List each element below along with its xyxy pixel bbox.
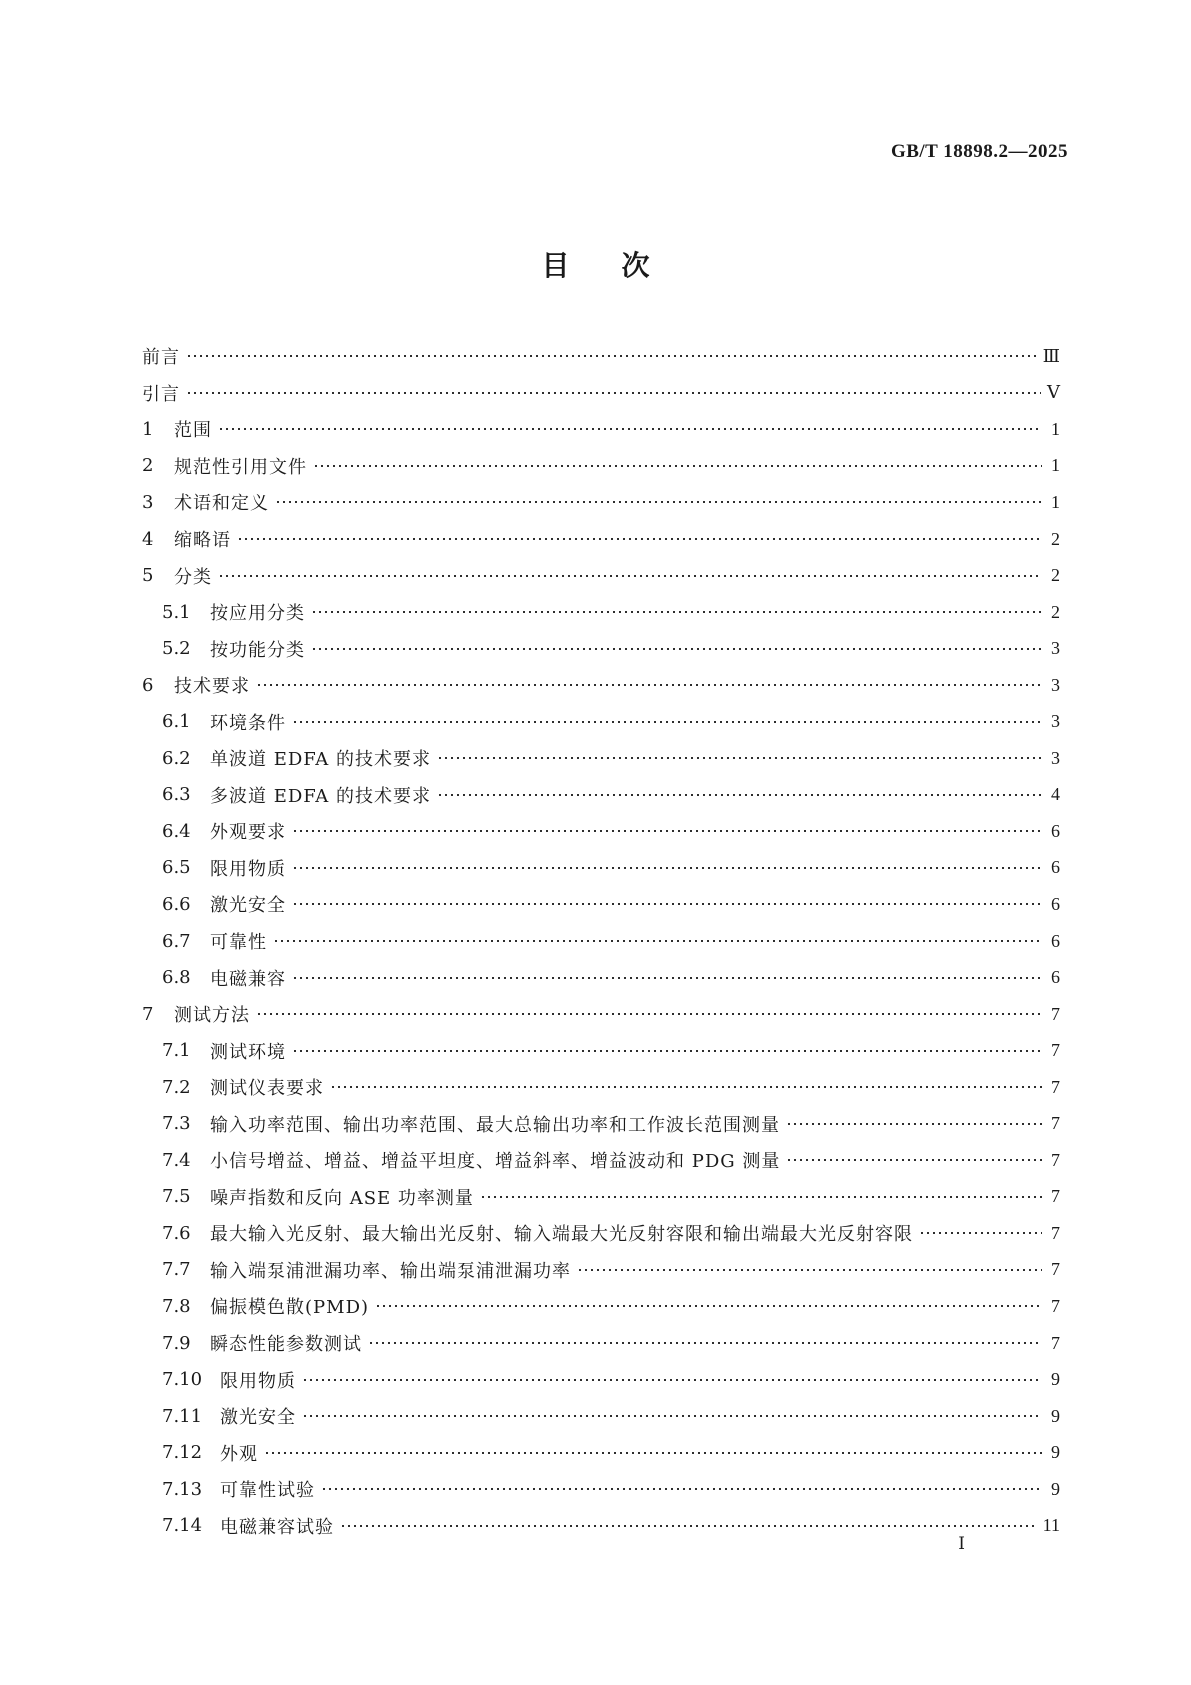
dot-leader [292, 829, 1042, 833]
toc-entry-page: 2 [1051, 565, 1060, 586]
dot-leader [292, 866, 1042, 870]
toc-entry-number: 5 [142, 565, 154, 587]
toc-entry-page: 7 [1051, 1113, 1060, 1134]
toc-entry[interactable] [142, 813, 1060, 850]
toc-entry-number: 3 [142, 491, 154, 513]
toc-entry-number: 6.1 [162, 711, 191, 733]
toc-entry-label: 输入端泵浦泄漏功率、输出端泵浦泄漏功率 [210, 1260, 571, 1282]
toc-entry[interactable] [142, 1215, 1060, 1252]
toc-entry-number: 5.2 [162, 638, 191, 660]
toc-entry-number: 7.1 [162, 1040, 191, 1062]
toc-entry-page: 9 [1051, 1478, 1060, 1499]
toc-entry-page: 9 [1051, 1369, 1060, 1390]
toc-entry-page: 7 [1051, 1222, 1060, 1243]
toc-entry-number: 7.8 [162, 1295, 191, 1317]
toc-entry-label: 瞬态性能参数测试 [210, 1334, 362, 1356]
toc-entry-label: 限用物质 [210, 858, 286, 880]
toc-entry-label: 测试仪表要求 [210, 1078, 324, 1100]
toc-entry-label: 输入功率范围、输出功率范围、最大总输出功率和工作波长范围测量 [210, 1114, 780, 1136]
toc-entry-label: 多波道 EDFA 的技术要求 [210, 785, 431, 807]
toc-entry-label: 小信号增益、增益、增益平坦度、增益斜率、增益波动和 PDG 测量 [210, 1151, 781, 1173]
toc-entry-page: Ⅴ [1047, 382, 1060, 403]
toc-entry-page: 7 [1051, 1332, 1060, 1353]
toc-entry-label: 范围 [174, 420, 212, 442]
toc-entry[interactable] [142, 1361, 1060, 1398]
toc-entry-page: 1 [1051, 418, 1060, 439]
toc-entry[interactable] [142, 375, 1060, 412]
dot-leader [311, 610, 1042, 614]
dot-leader [321, 1487, 1042, 1491]
dot-leader [313, 464, 1042, 468]
toc-entry-label: 技术要求 [174, 676, 250, 698]
dot-leader [368, 1341, 1042, 1345]
toc-entry-number: 7.14 [162, 1515, 203, 1537]
toc-entry-label: 激光安全 [210, 895, 286, 917]
toc-entry-label: 按功能分类 [210, 639, 305, 661]
toc-entry-label: 可靠性 [210, 932, 267, 954]
toc-entry[interactable] [142, 448, 1060, 485]
toc-entry-number: 7.10 [162, 1369, 203, 1391]
toc-entry[interactable] [142, 1252, 1060, 1289]
toc-entry-page: 6 [1051, 967, 1060, 988]
toc-entry-number: 4 [142, 528, 154, 550]
dot-leader [292, 976, 1042, 980]
toc-entry-label: 外观 [220, 1443, 258, 1465]
dot-leader [340, 1524, 1037, 1528]
toc-entry-number: 2 [142, 455, 154, 477]
toc-entry-page: 9 [1051, 1442, 1060, 1463]
toc-entry-label: 按应用分类 [210, 603, 305, 625]
toc-entry[interactable] [142, 777, 1060, 814]
toc-entry-number: 7 [142, 1003, 154, 1025]
toc-entry-label: 前言 [142, 347, 180, 369]
toc-entry-number: 7.13 [162, 1478, 203, 1500]
toc-entry-label: 分类 [174, 566, 212, 588]
toc-entry[interactable] [142, 850, 1060, 887]
document-code: GB/T 18898.2—2025 [890, 141, 1068, 162]
toc-entry-page: 6 [1051, 820, 1060, 841]
toc-entry-number: 7.12 [162, 1442, 203, 1464]
toc-entry[interactable] [142, 411, 1060, 448]
toc-entry-page: 3 [1051, 747, 1060, 768]
toc-entry-number: 6.6 [162, 893, 191, 915]
dot-leader [311, 647, 1042, 651]
toc-entry-number: 6 [142, 674, 154, 696]
toc-entry-page: 4 [1051, 784, 1060, 805]
toc-entry[interactable] [142, 521, 1060, 558]
toc-entry[interactable] [142, 740, 1060, 777]
toc-entry-page: Ⅲ [1042, 345, 1060, 366]
toc-entry-page: 7 [1051, 1003, 1060, 1024]
dot-leader [786, 1122, 1042, 1126]
toc-entry-page: 7 [1051, 1295, 1060, 1316]
toc-entry-number: 7.6 [162, 1222, 191, 1244]
toc-entry-number: 6.2 [162, 747, 191, 769]
toc-entry-page: 3 [1051, 711, 1060, 732]
toc-entry-number: 6.3 [162, 784, 191, 806]
toc-entry-page: 7 [1051, 1259, 1060, 1280]
toc-entry[interactable] [142, 1434, 1060, 1471]
toc-entry[interactable] [142, 1508, 1060, 1545]
toc-entry-page: 6 [1051, 930, 1060, 951]
toc-entry-label: 引言 [142, 383, 180, 405]
toc-entry-label: 测试方法 [174, 1005, 250, 1027]
toc-entry-number: 6.4 [162, 820, 191, 842]
table-of-contents [142, 338, 1060, 1544]
dot-leader [375, 1304, 1042, 1308]
page-number: Ⅰ [958, 1534, 965, 1553]
toc-entry-label: 测试环境 [210, 1041, 286, 1063]
toc-entry[interactable] [142, 1325, 1060, 1362]
toc-entry-page: 2 [1051, 601, 1060, 622]
toc-entry-number: 1 [142, 418, 154, 440]
toc-entry-page: 9 [1051, 1405, 1060, 1426]
dot-leader [292, 902, 1042, 906]
toc-entry-number: 5.1 [162, 601, 191, 623]
toc-entry-number: 6.5 [162, 857, 191, 879]
toc-entry-page: 7 [1051, 1040, 1060, 1061]
toc-entry-number: 7.2 [162, 1076, 191, 1098]
toc-entry-label: 限用物质 [220, 1370, 296, 1392]
toc-entry-label: 外观要求 [210, 822, 286, 844]
toc-entry[interactable] [142, 338, 1060, 375]
toc-entry[interactable] [142, 1142, 1060, 1179]
toc-entry[interactable] [142, 594, 1060, 631]
toc-entry[interactable] [142, 630, 1060, 667]
toc-entry-page: 7 [1051, 1149, 1060, 1170]
toc-entry[interactable] [142, 484, 1060, 521]
toc-entry[interactable] [142, 959, 1060, 996]
toc-entry[interactable] [142, 923, 1060, 960]
dot-leader [237, 537, 1042, 541]
dot-leader [302, 1378, 1042, 1382]
dot-leader [330, 1085, 1042, 1089]
toc-entry-label: 可靠性试验 [220, 1480, 315, 1502]
dot-leader [186, 391, 1041, 395]
toc-entry-page: 7 [1051, 1186, 1060, 1207]
dot-leader [292, 1049, 1042, 1053]
toc-entry-label: 电磁兼容 [210, 968, 286, 990]
toc-entry-number: 7.7 [162, 1259, 191, 1281]
dot-leader [264, 1451, 1042, 1455]
toc-entry-page: 2 [1051, 528, 1060, 549]
toc-entry[interactable] [142, 557, 1060, 594]
dot-leader [302, 1414, 1042, 1418]
dot-leader [292, 720, 1042, 724]
toc-entry-number: 7.11 [162, 1405, 203, 1427]
dot-leader [577, 1268, 1042, 1272]
toc-entry-label: 最大输入光反射、最大输出光反射、输入端最大光反射容限和输出端最大光反射容限 [210, 1224, 913, 1246]
dot-leader [273, 939, 1042, 943]
toc-entry-number: 7.4 [162, 1149, 191, 1171]
toc-entry-page: 3 [1051, 638, 1060, 659]
toc-entry-label: 环境条件 [210, 712, 286, 734]
toc-entry-number: 7.5 [162, 1186, 191, 1208]
toc-entry[interactable] [142, 703, 1060, 740]
dot-leader [186, 354, 1037, 358]
toc-entry[interactable] [142, 1471, 1060, 1508]
toc-entry[interactable] [142, 886, 1060, 923]
toc-entry[interactable] [142, 1032, 1060, 1069]
dot-leader [480, 1195, 1042, 1199]
toc-entry-number: 6.7 [162, 930, 191, 952]
toc-entry-page: 1 [1051, 491, 1060, 512]
toc-entry-label: 噪声指数和反向 ASE 功率测量 [210, 1187, 474, 1209]
dot-leader [218, 427, 1042, 431]
toc-entry[interactable] [142, 996, 1060, 1033]
toc-entry-page: 7 [1051, 1076, 1060, 1097]
toc-entry-label: 单波道 EDFA 的技术要求 [210, 749, 431, 771]
dot-leader [275, 500, 1042, 504]
dot-leader [256, 1012, 1042, 1016]
toc-entry-number: 7.3 [162, 1113, 191, 1135]
toc-entry-label: 缩略语 [174, 530, 231, 551]
toc-entry-number: 7.9 [162, 1332, 191, 1354]
toc-entry-page: 3 [1051, 674, 1060, 695]
toc-entry[interactable] [142, 1288, 1060, 1325]
toc-entry-page: 1 [1051, 455, 1060, 476]
dot-leader [256, 683, 1042, 687]
toc-entry-label: 规范性引用文件 [174, 456, 307, 478]
toc-entry-page: 6 [1051, 893, 1060, 914]
toc-entry[interactable] [142, 667, 1060, 704]
toc-entry[interactable] [142, 1069, 1060, 1106]
toc-entry-page: 6 [1051, 857, 1060, 878]
toc-entry[interactable] [142, 1398, 1060, 1435]
toc-entry-label: 偏振模色散(PMD) [210, 1297, 370, 1319]
toc-entry[interactable] [142, 1179, 1060, 1216]
dot-leader [437, 756, 1042, 760]
toc-entry[interactable] [142, 1105, 1060, 1142]
dot-leader [919, 1231, 1042, 1235]
toc-entry-label: 电磁兼容试验 [220, 1516, 334, 1538]
toc-entry-label: 术语和定义 [174, 493, 269, 515]
dot-leader [437, 793, 1042, 797]
page-title: 目次 [541, 249, 702, 282]
toc-entry-label: 激光安全 [220, 1407, 296, 1429]
dot-leader [786, 1158, 1042, 1162]
toc-entry-page: 11 [1042, 1515, 1060, 1536]
dot-leader [218, 574, 1042, 578]
toc-entry-number: 6.8 [162, 967, 191, 989]
